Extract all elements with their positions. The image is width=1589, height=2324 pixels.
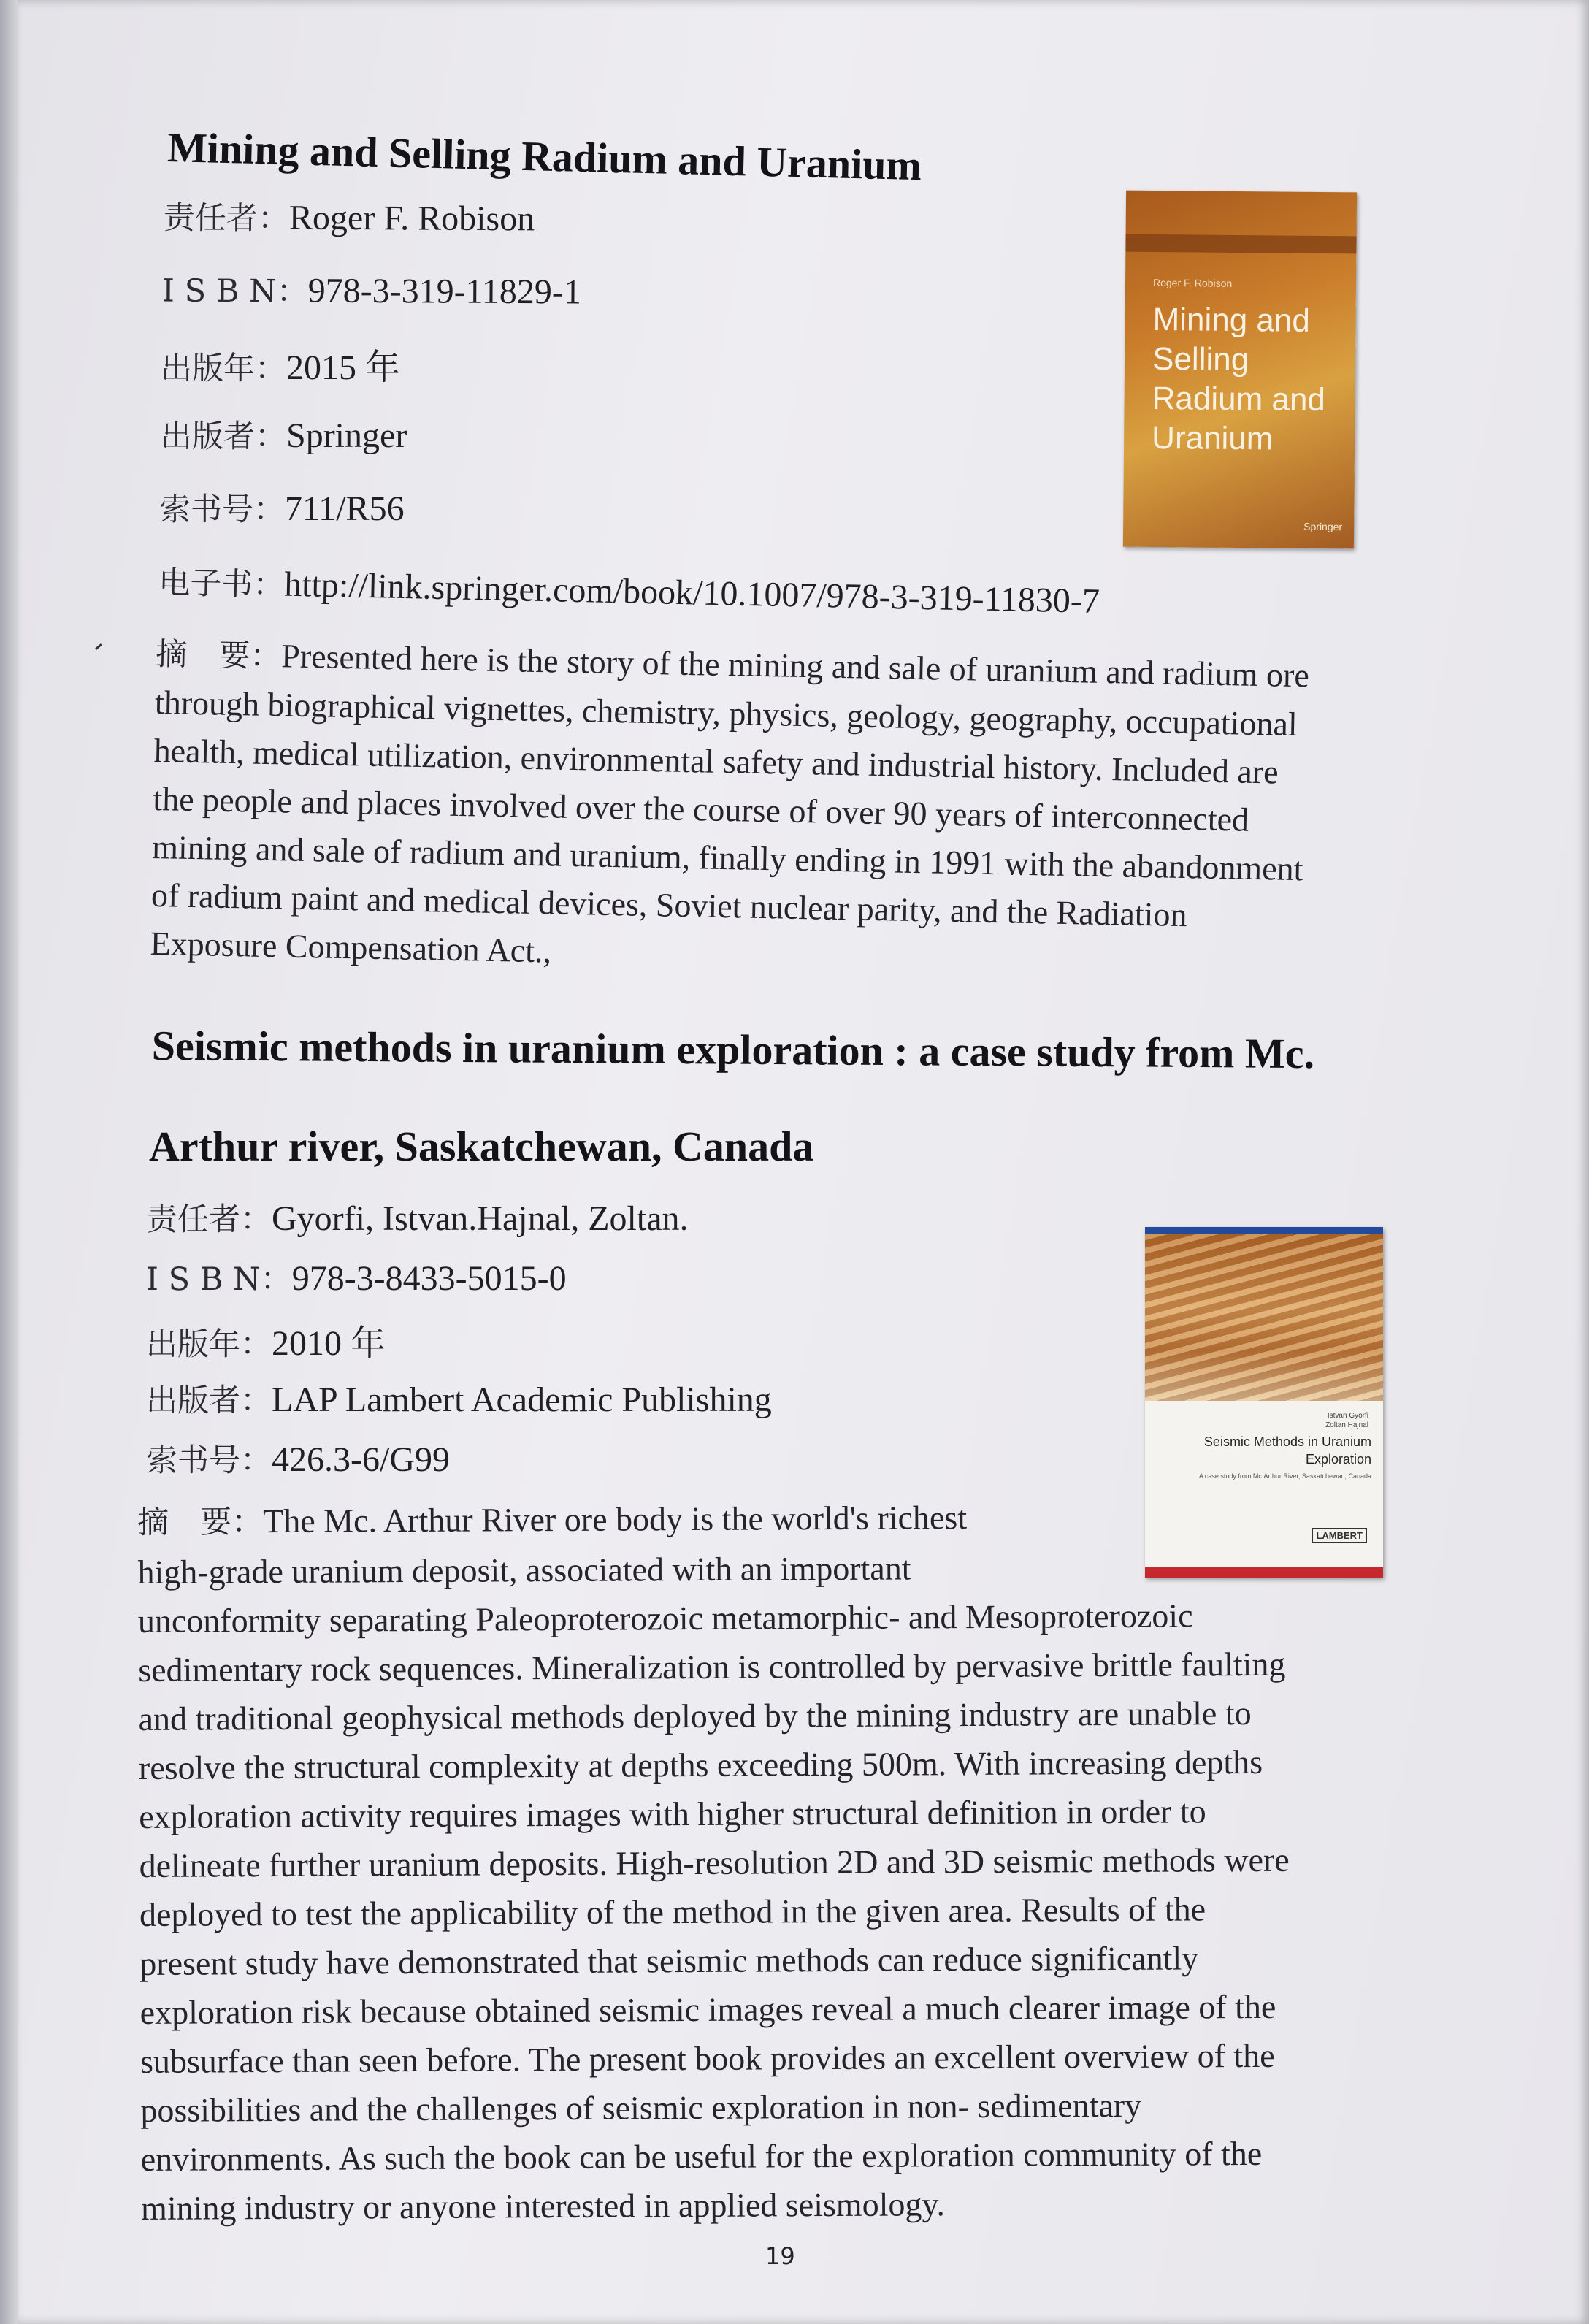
- cover-author: Roger F. Robison: [1152, 276, 1233, 289]
- book2-title-line2: Arthur river, Saskatchewan, Canada: [149, 1123, 814, 1170]
- book1-abstract-label: 摘 要：: [155, 635, 282, 676]
- book1-callnumber-value: 711/R56: [285, 489, 405, 528]
- book1-ebook-link[interactable]: http://link.springer.com/book/10.1007/978-3-319-11830-7: [283, 565, 1100, 621]
- book1-field-isbn: I S B N：978-3-319-11829-1: [161, 271, 581, 312]
- book2-abstract: 摘 要：The Mc. Arthur River ore body is the world's richest high-grade uranium deposit, associated with an important unconformity separating Paleoproterozoic metamorphic- and Mesoproterozoic sedimentary rock sequences. Mineralization is controlled by pervasive brittle faulting and traditional geophysical methods deployed by the mining industry are unable to resolve the structural complexity at depths exceeding 500m. With increasing depths exploration activity requires images with higher structural definition in order to delineate further uranium deposits. High-resolution 2D and 3D seismic methods were deployed to test the applicability of the method in the given area. Results of the present study have demonstrated that seismic methods can reduce significantly exploration risk because obtained seismic images reveal a much clearer image of the subsurface than seen before. The present book provides an excellent overview of the possibilities and the challenges of seismic exploration in non- sedimentary environments. As such the book can be useful for the exploration community of the mining industry or anyone interested in applied seismology.: [137, 1499, 1290, 2227]
- catalog-page: [18, 0, 1589, 2324]
- cover-publisher-logo: LAMBERT: [1312, 1528, 1367, 1543]
- book2-isbn-value: 978-3-8433-5015-0: [291, 1259, 567, 1298]
- book1-field-ebook: 电子书：http://link.springer.com/book/10.1007/978-3-319-11830-7: [158, 564, 1100, 621]
- book2-field-publisher: 出版者：LAP Lambert Academic Publishing: [146, 1380, 772, 1419]
- book1-field-publisher: 出版者：Springer: [161, 416, 407, 455]
- cover-band: [1125, 234, 1356, 254]
- cover-title: Seismic Methods in Uranium Exploration: [1203, 1434, 1371, 1467]
- book1-field-author: 责任者：Roger F. Robison: [163, 198, 535, 239]
- book1-year-value: 2015 年: [286, 348, 401, 387]
- cover-rock-photo: [1145, 1234, 1383, 1401]
- book1-author-value: Roger F. Robison: [288, 198, 535, 239]
- book1-field-callnumber: 索书号：711/R56: [159, 489, 405, 528]
- book2-field-isbn: I S B N：978-3-8433-5015-0: [146, 1259, 567, 1298]
- book1-isbn-value: 978-3-319-11829-1: [307, 271, 581, 312]
- book2-cover-image: [1145, 1227, 1383, 1578]
- book2-year-value: 2010 年: [272, 1324, 386, 1363]
- book2-author-value: Gyorfi, Istvan.Hajnal, Zoltan.: [272, 1199, 689, 1238]
- book2-callnumber-value: 426.3-6/G99: [272, 1440, 450, 1479]
- book2-field-author: 责任者：Gyorfi, Istvan.Hajnal, Zoltan.: [146, 1199, 689, 1238]
- cover-title: Mining and Selling Radium and Uranium: [1151, 301, 1326, 457]
- book1-field-year: 出版年：2015 年: [161, 348, 401, 387]
- book1-title: Mining and Selling Radium and Uranium: [166, 123, 922, 190]
- pen-mark: [95, 643, 102, 650]
- book2-field-year: 出版年：2010 年: [146, 1324, 386, 1363]
- book1-abstract: 摘 要：Presented here is the story of the mining and sale of uranium and radium ore through biographical vignettes, chemistry, physics, geology, geography, occupational health, medical utilization, environmental safety and industrial history. Included are the people and places involved over the course of over 90 years of interconnected mining and sale of radium and uranium, finally ending in 1991 with the abandonment of radium paint and medical devices, Soviet nuclear parity, and the Radiation Exposure Compensation Act.,: [150, 635, 1310, 970]
- cover-subtitle: A case study from Mc.Arthur River, Saskatchewan, Canada: [1198, 1472, 1371, 1480]
- book2-publisher-value: LAP Lambert Academic Publishing: [272, 1380, 772, 1419]
- page-number: 19: [765, 2242, 795, 2270]
- book2-abstract-label: 摘 要：: [137, 1504, 264, 1541]
- cover-authors: Istvan Gyorfi Zoltan Hajnal: [1325, 1412, 1368, 1429]
- cover-bottombar: [1145, 1567, 1383, 1578]
- cover-publisher: Springer: [1303, 520, 1343, 533]
- cover-topbar: [1145, 1227, 1383, 1234]
- book1-publisher-value: Springer: [286, 416, 407, 455]
- book2-title-line1: Seismic methods in uranium exploration : a case study from Mc.: [151, 1022, 1315, 1078]
- book1-cover-image: [1123, 191, 1357, 549]
- book2-field-callnumber: 索书号：426.3-6/G99: [146, 1440, 450, 1479]
- book-spine-shadow: [0, 0, 18, 2324]
